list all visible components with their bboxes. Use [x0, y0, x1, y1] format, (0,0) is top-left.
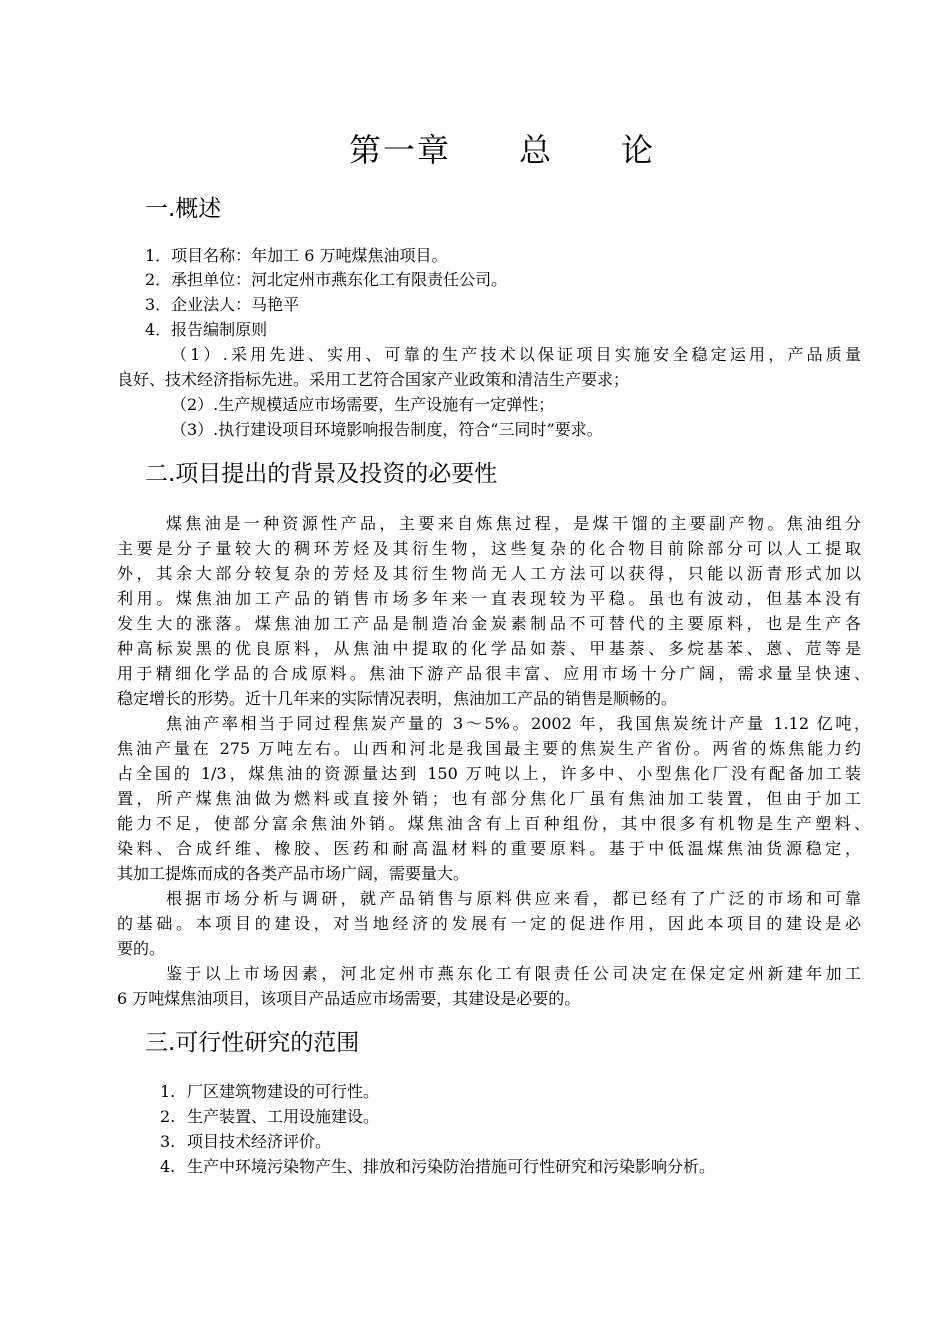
list-item-legal-person: 3．企业法人：马艳平	[145, 295, 300, 314]
paragraph-line: 的基础。本项目的建设，对当地经济的发展有一定的促进作用，因此本项目的建设是必	[117, 914, 861, 933]
paragraph-line: 煤焦油是一种资源性产品，主要来自炼焦过程，是煤干馏的主要副产物。焦油组分	[166, 514, 861, 533]
paragraph-line: 用于精细化学品的合成原料。焦油下游产品很丰富、应用市场十分广阔，需求量呈快速、	[117, 664, 870, 683]
scope-item-text: 厂区建筑物建设的可行性。	[187, 1082, 380, 1101]
scope-item-text: 项目技术经济评价。	[187, 1132, 332, 1151]
paragraph-line: 要的。	[117, 939, 166, 958]
scope-item-text: 生产装置、工用设施建设。	[187, 1107, 380, 1126]
paragraph-line: 其加工提炼而成的各类产品市场广阔，需要量大。	[117, 864, 470, 883]
scope-item-number: 1.	[160, 1082, 176, 1101]
principle-2: （2）.生产规模适应市场需要，生产设施有一定弹性；	[171, 395, 555, 414]
paragraph-line: 占全国的 1/3，煤焦油的资源量达到 150 万吨以上，许多中、小型焦化厂没有配备加工装	[117, 764, 861, 783]
list-item-principles: 4．报告编制原则	[145, 320, 268, 339]
section-heading-background: 二.项目提出的背景及投资的必要性	[145, 461, 498, 487]
paragraph-line: 发生大的涨落。煤焦油加工产品是制造冶金炭素制品不可替代的主要原料，也是生产各	[117, 614, 861, 633]
paragraph-line: 能力不足，使部分富余焦油外销。煤焦油含有上百种组份，其中很多有机物是生产塑料、	[117, 814, 870, 833]
paragraph-line: 稳定增长的形势。近十几年来的实际情况表明，焦油加工产品的销售是顺畅的。	[117, 689, 678, 708]
paragraph-line: 焦油产量在 275 万吨左右。山西和河北是我国最主要的焦炭生产省份。两省的炼焦能力约	[117, 739, 861, 758]
paragraph-line: 染料、合成纤维、橡胶、医药和耐高温材料的重要原料。基于中低温煤焦油货源稳定，	[117, 839, 861, 858]
paragraph-line: 焦油产率相当于同过程焦炭产量的 3～5%。2002 年，我国焦炭统计产量 1.12 亿吨，	[166, 714, 870, 733]
principle-3: （3）.执行建设项目环境影响报告制度，符合“三同时”要求。	[171, 420, 603, 439]
principle-1-line-1: （1）.采用先进、实用、可靠的生产技术以保证项目实施安全稳定运用，产品质量	[171, 345, 861, 364]
paragraph-line: 置，所产煤焦油做为燃料或直接外销；也有部分焦化厂虽有焦油加工装置，但由于加工	[117, 789, 861, 808]
paragraph-line: 6 万吨煤焦油项目，该项目产品适应市场需要，其建设是必要的。	[117, 989, 581, 1008]
principle-1-line-2: 良好、技术经济指标先进。采用工艺符合国家产业政策和清洁生产要求；	[117, 370, 630, 389]
section-heading-overview: 一.概述	[145, 196, 222, 222]
paragraph-line: 主要是分子量较大的稠环芳烃及其衍生物，这些复杂的化合物目前除部分可以人工提取	[117, 539, 861, 558]
paragraph-line: 种高标炭黑的优良原料，从焦油中提取的化学品如萘、甲基萘、多烷基苯、蒽、苊等是	[117, 639, 861, 658]
paragraph-line: 外，其余大部分较复杂的芳烃及其衍生物尚无人工方法可以获得，只能以沥青形式加以	[117, 564, 861, 583]
section-heading-scope: 三.可行性研究的范围	[145, 1030, 360, 1056]
paragraph-line: 利用。煤焦油加工产品的销售市场多年来一直表现较为平稳。虽也有波动，但基本没有	[117, 589, 861, 608]
paragraph-line: 鉴于以上市场因素，河北定州市燕东化工有限责任公司决定在保定定州新建年加工	[166, 964, 861, 983]
scope-item-number: 4.	[160, 1157, 176, 1176]
scope-item-number: 3.	[160, 1132, 176, 1151]
paragraph-line: 根据市场分析与调研，就产品销售与原料供应来看，都已经有了广泛的市场和可靠	[166, 889, 861, 908]
list-item-project-name: 1．项目名称：年加工 6 万吨煤焦油项目。	[145, 246, 448, 265]
list-item-undertaker: 2．承担单位：河北定州市燕东化工有限责任公司。	[145, 270, 508, 289]
scope-item-number: 2.	[160, 1107, 176, 1126]
chapter-title: 第一章 总 论	[348, 131, 655, 169]
scope-item-text: 生产中环境污染物产生、排放和污染防治措施可行性研究和污染影响分析。	[187, 1157, 716, 1176]
